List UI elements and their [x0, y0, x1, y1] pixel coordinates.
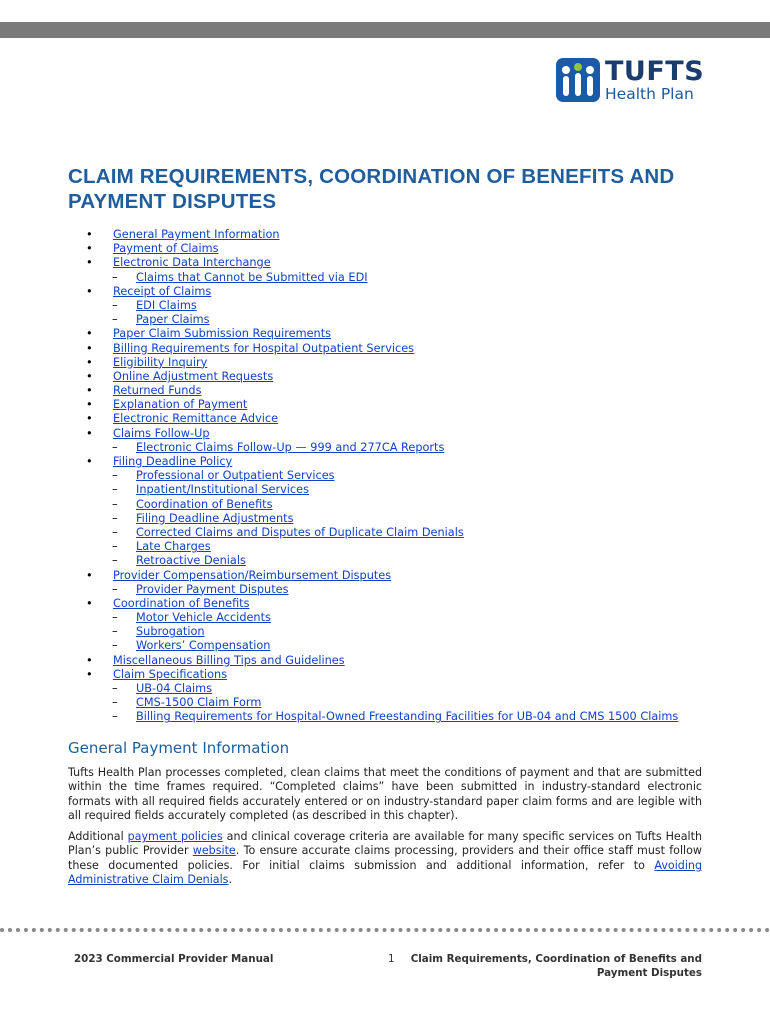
provider-website-link[interactable]: website — [192, 844, 236, 858]
toc-item — [68, 370, 718, 384]
toc-subitem — [68, 299, 718, 313]
avoiding-claim-denials-link[interactable]: Avoiding Administrative Claim Denials — [68, 858, 702, 886]
toc-link[interactable]: Payment of Claims — [113, 242, 219, 256]
toc-subitem — [68, 469, 718, 483]
toc-link[interactable]: Claims Follow-Up — [113, 426, 210, 440]
bullet-marker: • — [86, 284, 93, 298]
dash-marker: – — [112, 298, 118, 312]
dash-marker: – — [112, 483, 118, 497]
dash-marker: – — [112, 440, 118, 454]
toc-link[interactable]: Filing Deadline Policy — [113, 455, 233, 468]
toc-item — [68, 285, 718, 299]
dash-marker: – — [112, 582, 118, 596]
page-title: CLAIM REQUIREMENTS, COORDINATION OF BENEFITS AND PAYMENT DISPUTES — [68, 165, 675, 213]
toc-sublink[interactable]: Retroactive Denials — [136, 554, 246, 568]
toc-subitem — [68, 696, 718, 710]
toc-link[interactable]: Provider Compensation/Reimbursement Disputes — [113, 568, 392, 582]
toc-link[interactable]: Eligibility Inquiry — [113, 355, 208, 369]
footer-divider — [0, 928, 770, 932]
section-heading: General Payment Information — [68, 739, 290, 757]
toc-item — [68, 455, 718, 469]
dash-marker: – — [112, 696, 118, 710]
bullet-marker: • — [86, 398, 93, 412]
dash-marker: – — [112, 540, 118, 554]
toc-link[interactable]: Online Adjustment Requests — [113, 369, 274, 383]
toc-item — [68, 256, 718, 270]
toc-subitem — [68, 583, 718, 597]
toc-subitem — [68, 554, 718, 568]
toc-sublink[interactable]: Coordination of Benefits — [136, 497, 273, 511]
bullet-marker: • — [86, 242, 93, 256]
toc-item — [68, 342, 718, 356]
toc-item — [68, 597, 718, 611]
toc-link[interactable]: Electronic Data Interchange — [113, 256, 271, 270]
paragraph-text: Additional — [68, 830, 128, 843]
dash-marker: – — [112, 270, 118, 284]
payment-policies-link[interactable]: payment policies — [127, 830, 223, 843]
dash-marker: – — [112, 469, 118, 483]
toc-subitem — [68, 271, 718, 285]
toc-link[interactable]: Electronic Remittance Advice — [113, 412, 279, 426]
toc-item — [68, 569, 718, 583]
toc-sublink[interactable]: Inpatient/Institutional Services — [136, 483, 309, 497]
dash-marker: – — [112, 511, 118, 525]
toc-link[interactable]: Receipt of Claims — [113, 284, 212, 298]
bullet-marker: • — [86, 341, 93, 355]
toc-link[interactable]: General Payment Information — [113, 228, 280, 241]
dash-marker: – — [112, 611, 118, 625]
dash-marker: – — [112, 554, 118, 568]
bullet-marker: • — [86, 653, 93, 667]
logo-wordmark: TUFTS — [605, 55, 705, 87]
paragraph-text: and clinical coverage criteria are available for many specific services on Tufts Health Plan’s public Provider — [68, 830, 702, 858]
dash-marker: – — [112, 625, 118, 639]
toc-link[interactable]: Returned Funds — [113, 384, 202, 398]
toc-item — [68, 327, 718, 341]
bullet-marker: • — [86, 384, 93, 398]
toc-sublink[interactable]: Subrogation — [136, 625, 205, 639]
bullet-marker: • — [86, 596, 93, 610]
toc-link[interactable]: Paper Claim Submission Requirements — [113, 327, 332, 341]
bullet-marker: • — [86, 412, 93, 426]
toc-link[interactable]: Coordination of Benefits — [113, 596, 250, 610]
toc-sublink[interactable]: Claims that Cannot be Submitted via EDI — [136, 270, 368, 284]
table-of-contents — [68, 228, 718, 725]
toc-sublink[interactable]: CMS-1500 Claim Form — [136, 696, 262, 710]
paragraph-text: . To ensure accurate claims processing, providers and their office staff must follow these documented policies. For initial claims submission and additional information, refer to — [68, 844, 702, 872]
toc-sublink[interactable]: Filing Deadline Adjustments — [136, 511, 294, 525]
toc-subitem — [68, 639, 718, 653]
toc-item — [68, 398, 718, 412]
toc-subitem — [68, 710, 718, 724]
dash-marker: – — [112, 497, 118, 511]
bullet-marker: • — [86, 426, 93, 440]
toc-link[interactable]: Miscellaneous Billing Tips and Guidelines — [113, 653, 345, 667]
toc-sublink[interactable]: Late Charges — [136, 540, 211, 554]
top-header-bar — [0, 22, 770, 38]
toc-item — [68, 654, 718, 668]
toc-subitem — [68, 498, 718, 512]
toc-subitem — [68, 441, 718, 455]
toc-sublink[interactable]: Workers’ Compensation — [136, 639, 271, 653]
tufts-health-plan-logo — [556, 56, 704, 104]
toc-item — [68, 668, 718, 682]
toc-subitem — [68, 526, 718, 540]
intro-paragraph: Tufts Health Plan processes completed, clean claims that meet the conditions of payment and that are submitted within the time frames required. “Completed claims” have been submitted in industry-standard electronic formats with all required fields accurately entered or on industry-standard paper claim forms and are legible with all required fields accurately completed (as described in this chapter). — [68, 766, 702, 822]
bullet-marker: • — [86, 327, 93, 341]
toc-sublink[interactable]: Provider Payment Disputes — [136, 582, 289, 596]
toc-sublink[interactable]: Electronic Claims Follow-Up — 999 and 277CA Reports — [136, 440, 445, 454]
toc-sublink[interactable]: Billing Requirements for Hospital-Owned Freestanding Facilities for UB-04 and CMS 1500 Claims — [136, 710, 679, 724]
logo-subtitle: Health Plan — [605, 84, 694, 103]
dash-marker: – — [112, 313, 118, 327]
bullet-marker: • — [86, 369, 93, 383]
people-icon — [556, 58, 600, 102]
paragraph-text: . — [228, 872, 232, 886]
toc-subitem — [68, 611, 718, 625]
toc-link[interactable]: Claim Specifications — [113, 667, 228, 681]
page-number: 1 — [388, 953, 395, 965]
bullet-marker: • — [86, 568, 93, 582]
bullet-marker: • — [86, 455, 93, 468]
dash-marker: – — [112, 710, 118, 724]
bullet-marker: • — [86, 228, 93, 241]
toc-subitem — [68, 313, 718, 327]
toc-sublink[interactable]: UB-04 Claims — [136, 682, 213, 695]
toc-sublink[interactable]: Professional or Outpatient Services — [136, 469, 335, 483]
toc-item — [68, 384, 718, 398]
toc-sublink[interactable]: Motor Vehicle Accidents — [136, 611, 271, 625]
policies-paragraph — [68, 830, 702, 887]
dash-marker: – — [112, 525, 118, 539]
toc-link[interactable]: Billing Requirements for Hospital Outpatient Services — [113, 341, 415, 355]
toc-sublink[interactable]: Paper Claims — [136, 313, 210, 327]
toc-sublink[interactable]: EDI Claims — [136, 298, 197, 312]
bullet-marker: • — [86, 355, 93, 369]
toc-subitem — [68, 483, 718, 497]
toc-item — [68, 412, 718, 426]
toc-item — [68, 242, 718, 256]
footer-manual-title: 2023 Commercial Provider Manual — [74, 953, 274, 965]
toc-item — [68, 427, 718, 441]
bullet-marker: • — [86, 256, 93, 270]
bullet-marker: • — [86, 667, 93, 681]
toc-item — [68, 228, 718, 242]
toc-sublink[interactable]: Corrected Claims and Disputes of Duplicate Claim Denials — [136, 525, 464, 539]
dash-marker: – — [112, 682, 118, 695]
footer-chapter-title: Claim Requirements, Coordination of Benefits and Payment Disputes — [410, 953, 702, 979]
toc-subitem — [68, 540, 718, 554]
toc-subitem — [68, 625, 718, 639]
dash-marker: – — [112, 639, 118, 653]
toc-subitem — [68, 682, 718, 696]
toc-link[interactable]: Explanation of Payment — [113, 398, 248, 412]
toc-item — [68, 356, 718, 370]
toc-subitem — [68, 512, 718, 526]
